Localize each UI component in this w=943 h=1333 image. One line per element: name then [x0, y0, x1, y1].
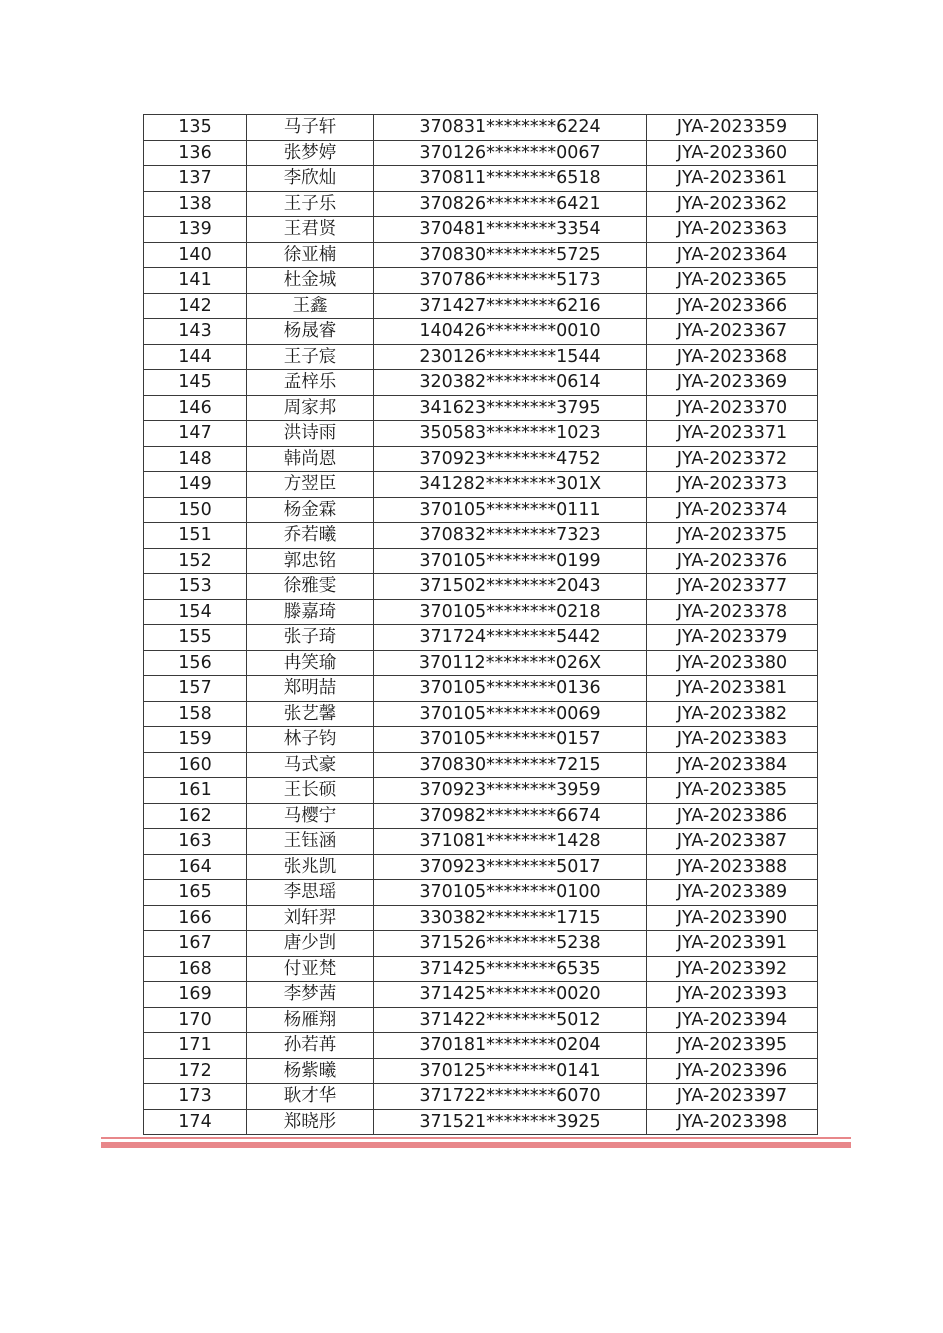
footer-divider-thin-line	[101, 1137, 851, 1139]
table-row	[144, 1033, 818, 1059]
cell-certificate-number: JYA-2023383	[647, 727, 818, 753]
table-row	[144, 1109, 818, 1135]
table-row	[144, 421, 818, 447]
table-row	[144, 446, 818, 472]
cell-certificate-number: JYA-2023386	[647, 803, 818, 829]
cell-name: 孙若苒	[247, 1033, 374, 1059]
table-row	[144, 982, 818, 1008]
roster-table	[143, 114, 818, 1135]
cell-certificate-number: JYA-2023385	[647, 778, 818, 804]
cell-name: 王长硕	[247, 778, 374, 804]
cell-certificate-number: JYA-2023367	[647, 319, 818, 345]
cell-certificate-number: JYA-2023359	[647, 115, 818, 141]
cell-id-number: 371081********1428	[374, 829, 647, 855]
cell-name: 徐亚楠	[247, 242, 374, 268]
cell-certificate-number: JYA-2023393	[647, 982, 818, 1008]
table-row	[144, 854, 818, 880]
cell-sequence-number: 141	[144, 268, 247, 294]
cell-id-number: 370181********0204	[374, 1033, 647, 1059]
cell-id-number: 371521********3925	[374, 1109, 647, 1135]
table-row	[144, 778, 818, 804]
cell-id-number: 370923********4752	[374, 446, 647, 472]
cell-id-number: 230126********1544	[374, 344, 647, 370]
cell-sequence-number: 138	[144, 191, 247, 217]
table-row	[144, 956, 818, 982]
table-row	[144, 676, 818, 702]
cell-certificate-number: JYA-2023387	[647, 829, 818, 855]
table-row	[144, 752, 818, 778]
cell-id-number: 370826********6421	[374, 191, 647, 217]
cell-sequence-number: 161	[144, 778, 247, 804]
cell-name: 李思瑶	[247, 880, 374, 906]
cell-id-number: 341623********3795	[374, 395, 647, 421]
cell-certificate-number: JYA-2023396	[647, 1058, 818, 1084]
cell-certificate-number: JYA-2023373	[647, 472, 818, 498]
cell-id-number: 371502********2043	[374, 574, 647, 600]
cell-name: 马樱宁	[247, 803, 374, 829]
table-row	[144, 166, 818, 192]
cell-certificate-number: JYA-2023376	[647, 548, 818, 574]
cell-id-number: 370105********0218	[374, 599, 647, 625]
table-row	[144, 880, 818, 906]
cell-sequence-number: 136	[144, 140, 247, 166]
cell-sequence-number: 154	[144, 599, 247, 625]
cell-certificate-number: JYA-2023360	[647, 140, 818, 166]
cell-name: 李梦茜	[247, 982, 374, 1008]
cell-certificate-number: JYA-2023375	[647, 523, 818, 549]
cell-sequence-number: 157	[144, 676, 247, 702]
cell-sequence-number: 173	[144, 1084, 247, 1110]
cell-name: 张艺馨	[247, 701, 374, 727]
cell-sequence-number: 137	[144, 166, 247, 192]
cell-id-number: 371722********6070	[374, 1084, 647, 1110]
cell-sequence-number: 140	[144, 242, 247, 268]
cell-certificate-number: JYA-2023381	[647, 676, 818, 702]
cell-id-number: 370811********6518	[374, 166, 647, 192]
cell-sequence-number: 164	[144, 854, 247, 880]
cell-certificate-number: JYA-2023388	[647, 854, 818, 880]
cell-certificate-number: JYA-2023384	[647, 752, 818, 778]
cell-sequence-number: 152	[144, 548, 247, 574]
cell-id-number: 370786********5173	[374, 268, 647, 294]
cell-sequence-number: 146	[144, 395, 247, 421]
table-row	[144, 625, 818, 651]
cell-id-number: 370105********0157	[374, 727, 647, 753]
table-row	[144, 395, 818, 421]
cell-id-number: 370126********0067	[374, 140, 647, 166]
cell-sequence-number: 144	[144, 344, 247, 370]
cell-id-number: 370923********3959	[374, 778, 647, 804]
roster-table-body	[144, 115, 818, 1135]
table-row	[144, 1084, 818, 1110]
table-row	[144, 191, 818, 217]
cell-certificate-number: JYA-2023382	[647, 701, 818, 727]
cell-name: 杨金霖	[247, 497, 374, 523]
cell-name: 唐少剀	[247, 931, 374, 957]
cell-sequence-number: 165	[144, 880, 247, 906]
cell-id-number: 370105********0136	[374, 676, 647, 702]
cell-sequence-number: 166	[144, 905, 247, 931]
cell-certificate-number: JYA-2023374	[647, 497, 818, 523]
cell-id-number: 371526********5238	[374, 931, 647, 957]
cell-name: 杨晟睿	[247, 319, 374, 345]
cell-sequence-number: 172	[144, 1058, 247, 1084]
cell-certificate-number: JYA-2023366	[647, 293, 818, 319]
table-row	[144, 140, 818, 166]
cell-id-number: 370105********0069	[374, 701, 647, 727]
cell-id-number: 371422********5012	[374, 1007, 647, 1033]
table-row	[144, 319, 818, 345]
cell-name: 付亚梵	[247, 956, 374, 982]
table-row	[144, 268, 818, 294]
table-row	[144, 727, 818, 753]
cell-id-number: 370830********5725	[374, 242, 647, 268]
table-row	[144, 472, 818, 498]
cell-name: 王鑫	[247, 293, 374, 319]
cell-name: 孟梓乐	[247, 370, 374, 396]
cell-id-number: 371425********0020	[374, 982, 647, 1008]
table-row	[144, 1058, 818, 1084]
table-row	[144, 115, 818, 141]
cell-certificate-number: JYA-2023391	[647, 931, 818, 957]
cell-sequence-number: 169	[144, 982, 247, 1008]
cell-name: 乔若曦	[247, 523, 374, 549]
cell-sequence-number: 139	[144, 217, 247, 243]
cell-sequence-number: 168	[144, 956, 247, 982]
cell-id-number: 330382********1715	[374, 905, 647, 931]
cell-sequence-number: 153	[144, 574, 247, 600]
table-row	[144, 217, 818, 243]
table-row	[144, 931, 818, 957]
cell-sequence-number: 147	[144, 421, 247, 447]
cell-sequence-number: 162	[144, 803, 247, 829]
cell-sequence-number: 145	[144, 370, 247, 396]
cell-certificate-number: JYA-2023365	[647, 268, 818, 294]
cell-id-number: 371427********6216	[374, 293, 647, 319]
cell-sequence-number: 148	[144, 446, 247, 472]
cell-sequence-number: 151	[144, 523, 247, 549]
cell-id-number: 370830********7215	[374, 752, 647, 778]
cell-certificate-number: JYA-2023364	[647, 242, 818, 268]
cell-name: 王君贤	[247, 217, 374, 243]
cell-certificate-number: JYA-2023368	[647, 344, 818, 370]
cell-sequence-number: 174	[144, 1109, 247, 1135]
cell-sequence-number: 167	[144, 931, 247, 957]
cell-name: 郑晓彤	[247, 1109, 374, 1135]
cell-sequence-number: 158	[144, 701, 247, 727]
table-row	[144, 497, 818, 523]
cell-id-number: 140426********0010	[374, 319, 647, 345]
cell-sequence-number: 135	[144, 115, 247, 141]
cell-name: 林子钧	[247, 727, 374, 753]
cell-id-number: 370105********0199	[374, 548, 647, 574]
cell-sequence-number: 143	[144, 319, 247, 345]
cell-name: 耿才华	[247, 1084, 374, 1110]
footer-divider-thick-line	[101, 1142, 851, 1148]
table-row	[144, 701, 818, 727]
cell-certificate-number: JYA-2023389	[647, 880, 818, 906]
cell-name: 刘轩羿	[247, 905, 374, 931]
cell-name: 张梦婷	[247, 140, 374, 166]
cell-name: 马式豪	[247, 752, 374, 778]
table-row	[144, 803, 818, 829]
cell-name: 韩尚恩	[247, 446, 374, 472]
cell-name: 杨雁翔	[247, 1007, 374, 1033]
cell-certificate-number: JYA-2023398	[647, 1109, 818, 1135]
cell-name: 洪诗雨	[247, 421, 374, 447]
cell-id-number: 370831********6224	[374, 115, 647, 141]
cell-sequence-number: 142	[144, 293, 247, 319]
cell-sequence-number: 160	[144, 752, 247, 778]
cell-id-number: 370481********3354	[374, 217, 647, 243]
cell-name: 徐雅雯	[247, 574, 374, 600]
cell-name: 周家邦	[247, 395, 374, 421]
cell-id-number: 370105********0111	[374, 497, 647, 523]
cell-name: 郭忠铭	[247, 548, 374, 574]
cell-sequence-number: 150	[144, 497, 247, 523]
cell-sequence-number: 156	[144, 650, 247, 676]
cell-sequence-number: 159	[144, 727, 247, 753]
cell-id-number: 371425********6535	[374, 956, 647, 982]
table-row	[144, 293, 818, 319]
cell-certificate-number: JYA-2023380	[647, 650, 818, 676]
cell-certificate-number: JYA-2023362	[647, 191, 818, 217]
cell-name: 张兆凯	[247, 854, 374, 880]
cell-id-number: 320382********0614	[374, 370, 647, 396]
cell-id-number: 371724********5442	[374, 625, 647, 651]
cell-certificate-number: JYA-2023397	[647, 1084, 818, 1110]
cell-sequence-number: 163	[144, 829, 247, 855]
cell-certificate-number: JYA-2023361	[647, 166, 818, 192]
cell-name: 滕嘉琦	[247, 599, 374, 625]
cell-id-number: 341282********301X	[374, 472, 647, 498]
table-row	[144, 829, 818, 855]
cell-certificate-number: JYA-2023390	[647, 905, 818, 931]
table-row	[144, 599, 818, 625]
cell-certificate-number: JYA-2023370	[647, 395, 818, 421]
footer-divider	[101, 1137, 851, 1149]
table-row	[144, 523, 818, 549]
table-row	[144, 548, 818, 574]
cell-certificate-number: JYA-2023395	[647, 1033, 818, 1059]
cell-id-number: 370982********6674	[374, 803, 647, 829]
table-row	[144, 370, 818, 396]
cell-certificate-number: JYA-2023392	[647, 956, 818, 982]
table-row	[144, 905, 818, 931]
table-row	[144, 650, 818, 676]
cell-id-number: 350583********1023	[374, 421, 647, 447]
cell-certificate-number: JYA-2023378	[647, 599, 818, 625]
cell-name: 马子轩	[247, 115, 374, 141]
cell-name: 冉笑瑜	[247, 650, 374, 676]
cell-name: 王钰涵	[247, 829, 374, 855]
cell-id-number: 370105********0100	[374, 880, 647, 906]
cell-name: 杜金城	[247, 268, 374, 294]
cell-certificate-number: JYA-2023369	[647, 370, 818, 396]
cell-name: 李欣灿	[247, 166, 374, 192]
cell-sequence-number: 171	[144, 1033, 247, 1059]
cell-id-number: 370125********0141	[374, 1058, 647, 1084]
table-row	[144, 344, 818, 370]
cell-certificate-number: JYA-2023379	[647, 625, 818, 651]
cell-name: 王子宸	[247, 344, 374, 370]
cell-name: 张子琦	[247, 625, 374, 651]
table-row	[144, 574, 818, 600]
cell-sequence-number: 170	[144, 1007, 247, 1033]
cell-certificate-number: JYA-2023363	[647, 217, 818, 243]
cell-id-number: 370112********026X	[374, 650, 647, 676]
table-row	[144, 1007, 818, 1033]
cell-sequence-number: 155	[144, 625, 247, 651]
cell-certificate-number: JYA-2023377	[647, 574, 818, 600]
cell-certificate-number: JYA-2023394	[647, 1007, 818, 1033]
cell-name: 郑明喆	[247, 676, 374, 702]
cell-name: 杨紫曦	[247, 1058, 374, 1084]
cell-sequence-number: 149	[144, 472, 247, 498]
table-row	[144, 242, 818, 268]
cell-certificate-number: JYA-2023371	[647, 421, 818, 447]
cell-id-number: 370923********5017	[374, 854, 647, 880]
cell-certificate-number: JYA-2023372	[647, 446, 818, 472]
cell-name: 方翌臣	[247, 472, 374, 498]
cell-name: 王子乐	[247, 191, 374, 217]
cell-id-number: 370832********7323	[374, 523, 647, 549]
